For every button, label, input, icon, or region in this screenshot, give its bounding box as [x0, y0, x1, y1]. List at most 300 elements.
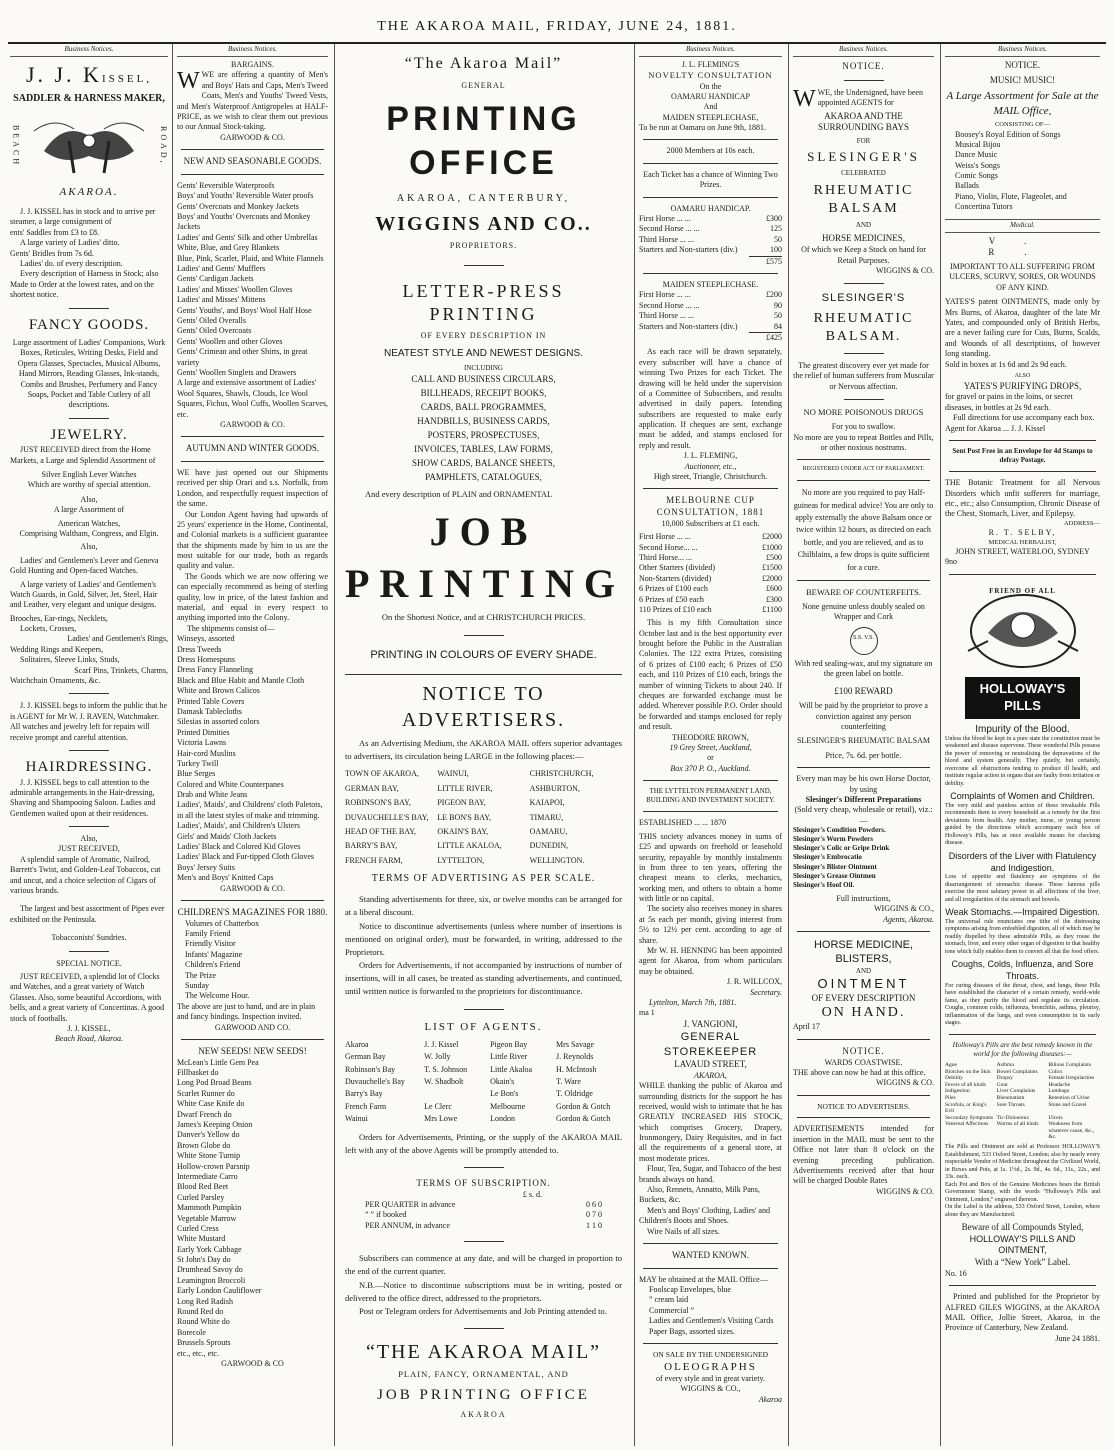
- sold-cheap: (Sold very cheap, wholesale or retail), viz.:—: [794, 805, 933, 825]
- melbourne-heading: MELBOURNE CUP CONSULTATION, 1881: [656, 495, 765, 518]
- disease-item: Stone and Gravel: [1048, 1101, 1087, 1108]
- goods-item: Ladies' and Gents' Silk and other Umbrellas: [177, 232, 318, 242]
- agent-item: French Farm: [345, 1101, 387, 1111]
- agent-item: Wainui: [345, 1114, 368, 1124]
- disease-item: Asthma: [996, 1061, 1014, 1068]
- oamaru-prizes: [639, 214, 782, 256]
- neatest-text: NEATEST STYLE AND NEWEST DESIGNS.: [384, 348, 583, 360]
- akaroa-bays: AKAROA AND THE SURROUNDING BAYS: [818, 110, 909, 133]
- selby-9no: 9no: [945, 557, 957, 567]
- botanic-text: THE Botanic Treatment for all Nervous Disorders which unfit sufferers for marriage, etc., etc.; also Consumption, Chronic Disease of the Chest, Stomach, Liver, and Epilepsy.: [945, 478, 1100, 519]
- akaroa-mail-title: “The Akaroa Mail”: [404, 55, 563, 72]
- melbourne-box: Box 370 P. O., Auckland.: [670, 763, 751, 773]
- subscription-table: [345, 1200, 622, 1231]
- kissel-name-rest: ISSEL,: [101, 73, 153, 86]
- town-item: HEAD OF THE BAY,: [345, 827, 416, 837]
- prize-amount: £600: [766, 584, 782, 594]
- jewelry-text-12: Lockets, Crosses,: [20, 624, 77, 634]
- autumn-text-3: The Goods which we are now offering we can especially recommend as being of sterling quality, low in price, of the latest fashion and material, and equal in every respect to anything imported into the Colony.: [177, 571, 328, 623]
- new-goods-heading: NEW AND SEASONABLE GOODS.: [183, 156, 322, 167]
- music-item: Dance Music: [955, 150, 998, 160]
- melbourne-address: 19 Grey Street, Auckland,: [669, 743, 752, 752]
- maiden-total: £425: [749, 332, 782, 343]
- prize-label: Second Horse ... ...: [639, 300, 700, 310]
- lyttelton-secretary: Secretary.: [750, 987, 782, 997]
- vangioni-name: J. VANGIONI,: [683, 1018, 738, 1029]
- general-label: GENERAL: [461, 80, 506, 90]
- fleming-maiden: MAIDEN STEEPLECHASE,: [662, 112, 759, 122]
- town-item: BARRY'S BAY,: [345, 841, 398, 851]
- melbourne-or: or: [707, 753, 714, 763]
- seed-item: Long Pod Broad Beans: [177, 1078, 252, 1088]
- greatest-text: The greatest discovery ever yet made for the relief of human sufferers from Muscular or Nervous affection.: [793, 361, 934, 391]
- beach-label: BEACH: [11, 124, 21, 167]
- jewelry-text-2: Silver English Lever Watches: [41, 470, 137, 480]
- goods-item: Drab and White Jeans: [177, 790, 248, 800]
- just-text: A splendid sample of Aromatic, Nailrod, Barrett's Twist, and Golden-Leaf Tobaccos, cut and uncut, and a choice selection of Cigars of various brands.: [10, 854, 161, 896]
- wards-text: WARDS COASTWISE.: [824, 1057, 903, 1067]
- saddle-text-5: Ladies' do. of every description.: [20, 258, 123, 268]
- and-every-text: And every description of PLAIN and ORNAMENTAL: [365, 488, 553, 499]
- garwood-sign-2: GARWOOD & CO.: [220, 419, 285, 429]
- agent-item: W. Jolly: [424, 1052, 451, 1062]
- prize-label: Third Horse ... ...: [639, 234, 694, 244]
- autumn-goods-list: [177, 634, 328, 883]
- goods-item: Blue Serges: [177, 769, 216, 779]
- fleming-title: J. L. FLEMING'S: [681, 60, 740, 70]
- general-storekeeper: GENERAL STOREKEEPER: [663, 1031, 758, 1058]
- stationery-item: Ladies and Gentlemen's Visiting Cards: [649, 1316, 774, 1326]
- agent-item: H. McIntosh: [556, 1064, 597, 1074]
- liver-text: Loss of appetite and flatulency are symptoms of the disarrangement of stomachic disease. These famous pills exercise the most salutary power in all affections of the liver, and all irregularities of the stomach and bowels.: [945, 874, 1100, 903]
- goods-item: Boys' Jersey Suits: [177, 862, 235, 872]
- wiggins-title: WIGGINS AND CO..: [375, 212, 592, 235]
- town-item: KAIAPOI,: [529, 798, 565, 808]
- printing-service-item: POSTERS, PROSPECTUSES,: [427, 429, 540, 440]
- kissel-title: [10, 61, 168, 90]
- goods-item: White, Blue, and Grey Blankets: [177, 243, 280, 253]
- nta-heading: NOTICE TO ADVERTISERS.: [817, 1101, 910, 1111]
- prize-amount: 1 1 0: [586, 1220, 602, 1230]
- column-printing-office: [334, 44, 632, 1446]
- notice-advertisers-text: As an Advertising Medium, the AKAROA MAIL offers superior advantages to advertisers, its circulation being LARGE in the following places:—: [345, 738, 622, 762]
- beware-compounds: Beware of all Compounds Styled,: [961, 1222, 1084, 1233]
- jewelry-heading: JEWELRY.: [50, 426, 128, 443]
- prize-row: [639, 543, 782, 553]
- disease-item: Indigestion: [945, 1088, 970, 1095]
- disease-item: Debility: [945, 1075, 964, 1082]
- printing-service-item: CARDS, BALL PROGRAMMES,: [420, 402, 547, 413]
- seed-item: Early London Cauliflower: [177, 1286, 262, 1296]
- goods-item: Ladies', Maids', and Children's Ulsters: [177, 821, 300, 831]
- agent-item: Le Clerc: [424, 1101, 452, 1111]
- disease-item: Tic-Doloureux: [996, 1114, 1030, 1121]
- jewelry-text-11: Brooches, Ear-rings, Necklets,: [10, 613, 108, 623]
- holloway-emblem-icon: [948, 581, 1098, 671]
- town-item: ASHBURTON,: [529, 783, 580, 793]
- novelty-title: NOVELTY CONSULTATION: [648, 70, 773, 81]
- seed-item: Long Red Radish: [177, 1296, 233, 1306]
- column-medical: [940, 44, 1104, 1446]
- goods-item: Dress Homespuns: [177, 655, 235, 664]
- town-item: FRENCH FARM,: [345, 855, 403, 865]
- agent-item: Robinson's Bay: [345, 1064, 396, 1074]
- disease-item: Secondary Symptoms: [945, 1114, 994, 1121]
- nta-text: ADVERTISEMENTS intended for insertion in the MAIL must be sent to the Office not later than 8 o'clock on the evening preceding publication. Advertisements received after that hour will be charged Double Rates: [793, 1124, 934, 1186]
- prize-row: [365, 1210, 602, 1220]
- saddle-text-4: Gents' Bridles from 7s 6d.: [10, 248, 94, 258]
- slesinger-title: SLESINGER'S: [807, 149, 920, 165]
- preparation-item: Slesinger's Grease Ointmen: [793, 871, 876, 880]
- fancy-text: Large assortment of Ladies' Companions, Work Boxes, Reticules, Writing Desks, Field and Opera Glasses, Spectacles, Musical Albums, Hand Mirrors, Reading Glasses, Ink-stands, Combs and Brushes, Perfumery and Fancy Soaps, Pocket and Table Cutlery of all descriptions.: [12, 338, 166, 410]
- also-label: ALSO: [1014, 373, 1031, 379]
- printing-office-title: PRINTING OFFICE: [386, 100, 581, 183]
- prize-row: [639, 311, 782, 321]
- seed-item: Mammoth Pumpkin: [177, 1203, 242, 1213]
- stationery-item: Commercial ”: [649, 1305, 695, 1315]
- and-label-2: AND: [855, 966, 872, 975]
- agent-item: Okain's: [490, 1077, 515, 1087]
- fleming-text: As each race will be drawn separately, every subscriber will have a chance of winning Two Prizes for each Ticket. The drawing will be held under the supervision of a Committee of Subscribers, and results advertised in daily papers. Intending subscribers are requested to make early application. If cheques are sent, exchange must be added, and stamps enclosed for reply and result.: [639, 347, 782, 450]
- magazine-item: Infants' Magazine: [185, 949, 243, 959]
- herbalist-label: MEDICAL HERBALIST,: [988, 538, 1057, 546]
- jewelry-text-15: Solitaires, Sleeve Links, Studs,: [20, 655, 120, 665]
- jewelry-text-6: American Watches,: [57, 518, 121, 528]
- prize-amount: £300: [766, 214, 782, 224]
- fleming-date: To be run at Oamaru on June 9th, 1881.: [639, 123, 766, 133]
- selby-address: JOHN STREET, WATERLOO, SYDNEY: [955, 547, 1090, 557]
- goods-item: Boys' and Youths' Reversible Water proofs: [177, 191, 314, 201]
- seed-item: White Case Knife do: [177, 1099, 245, 1109]
- disease-item: Female Irregularities: [1048, 1075, 1095, 1082]
- masthead: THE AKAROA MAIL, FRIDAY, JUNE 24, 1881.: [377, 19, 737, 34]
- preparation-item: Slesinger's Colic or Gripe Drink: [793, 844, 890, 853]
- prize-label: PER QUARTER in advance: [365, 1200, 456, 1210]
- magazine-item: Sunday: [185, 981, 209, 991]
- wanted-text: MAY be obtained at the MAIL Office—: [639, 1274, 768, 1284]
- location-text: AKAROA, CANTERBURY,: [396, 192, 571, 204]
- goods-item: Printed Dimities: [177, 727, 230, 737]
- drops-text: for gravel or pains in the loins, or secret diseases, in bottles at 2s 9d each.: [945, 392, 1073, 412]
- fleming-members: 2000 Members at 10s each.: [666, 146, 755, 156]
- footer-akaroa: AKAROA: [460, 1409, 507, 1419]
- subscription-heading: TERMS OF SUBSCRIPTION.: [416, 1177, 551, 1188]
- jewelry-text-3: Which are worthy of special attention.: [27, 480, 151, 490]
- prize-row: [639, 563, 782, 573]
- stationery-item: Paper Bags, assorted sizes.: [649, 1326, 735, 1336]
- saddle-text-3: A large variety of Ladies' ditto.: [20, 238, 120, 248]
- agent-item: London: [490, 1114, 515, 1124]
- disease-item: Colics: [1048, 1068, 1063, 1075]
- medical-caption: Medical.: [945, 219, 1100, 233]
- beware-heading: BEWARE OF COUNTERFEITS.: [806, 586, 921, 597]
- prize-row: [639, 605, 782, 615]
- maiden-heading: MAIDEN STEEPLECHASE.: [662, 280, 759, 289]
- jewelry-text-14: Wedding Rings and Keepers,: [10, 644, 104, 654]
- disease-item: Sore Throats: [996, 1101, 1025, 1108]
- goods-item: Hair-cord Muslins: [177, 748, 236, 758]
- agent-item: T. Ware: [556, 1077, 581, 1087]
- agent-item: W. Shadbolt: [424, 1077, 464, 1087]
- prize-label: Second Horse ... ...: [639, 224, 700, 234]
- agent-item: J. J. Kissel: [424, 1039, 459, 1049]
- garwood-sign-4: GARWOOD AND CO.: [214, 1022, 291, 1032]
- address-label: ADDRESS—: [1063, 519, 1100, 527]
- stomach-text: The universal rule enunciates one tithe of the distressing symptoms arising from enfeebled digestion, all of which may be readily dispelled by these admirable Pills, as they rouse the stomach, liver, and every other organ of digestion to that healthy tone which fully enables them to convert all that the food offers.: [945, 918, 1100, 955]
- prize-amount: 125: [770, 224, 782, 234]
- disease-item: Ulcers: [1048, 1114, 1063, 1121]
- seed-item: McLean's Little Gem Pea: [177, 1057, 259, 1067]
- impurity-heading: Impurity of the Blood.: [975, 723, 1070, 735]
- seed-item: Brussels Sprouts: [177, 1338, 231, 1348]
- prize-label: Third Horse ... ...: [639, 311, 694, 321]
- agent-item: [424, 1089, 490, 1099]
- prize-amount: £200: [766, 290, 782, 300]
- balsam-title: RHEUMATIC BALSAM: [813, 183, 914, 217]
- fleming-address: High street, Triangle, Christchurch.: [653, 472, 768, 482]
- agent-item: Barry's Bay: [345, 1089, 383, 1099]
- goods-item: Gents' Cardigan Jackets: [177, 274, 254, 284]
- swallow-text: For you to swallow.: [831, 422, 896, 432]
- price-text: Price, 7s. 6d. per bottle.: [825, 750, 902, 760]
- prize-label: ” ” if booked: [365, 1210, 407, 1220]
- seed-item: Curled Cress: [177, 1223, 219, 1233]
- bargains-heading: BARGAINS.: [231, 60, 274, 70]
- garwood-sign-5: GARWOOD & CO: [221, 1358, 284, 1368]
- seed-item: etc., etc., etc.: [177, 1348, 219, 1358]
- seed-item: Intermediate Carro: [177, 1171, 238, 1181]
- prize-row: [639, 532, 782, 542]
- prize-amount: 84: [774, 321, 782, 331]
- melbourne-signature: THEODORE BROWN,: [672, 732, 749, 742]
- seed-item: James's Keeping Onion: [177, 1120, 253, 1129]
- jewelry-text-4: Also,: [80, 494, 98, 504]
- prize-row: [639, 301, 782, 311]
- column-caption: Business Notices.: [945, 44, 1100, 57]
- goods-item: Ladies' Black and Colored Kid Gloves: [177, 842, 301, 852]
- lyttelton-signature: J. R. WILLCOX,: [726, 977, 782, 987]
- oamaru-heading: OAMARU HANDICAP.: [670, 203, 751, 213]
- seed-item: White Mustard: [177, 1234, 226, 1244]
- prize-label: Starters and Non-starters (div.): [639, 321, 738, 331]
- saddle-text-6: Every description of Harness in Stock; also Made to Order at the lowest rates, and on the shortest notice.: [10, 269, 159, 300]
- agent-text: J. J. KISSEL begs to inform the public that he is AGENT for Mr W. J. RAVEN, Watchmaker. All watches and jewelry left for repairs will receive prompt and careful attention.: [10, 701, 168, 742]
- preparation-item: Slesinger's Condition Powders.: [793, 826, 886, 835]
- goods-item: Blue, Pink, Scarlet, Plaid, and White Flannels: [177, 253, 324, 263]
- friend-label: FRIEND OF ALL: [989, 586, 1056, 595]
- music-item: Musical Bijou: [955, 139, 1001, 149]
- seed-item: Fillbasket do: [177, 1068, 219, 1078]
- agent-item: Mrs Savage: [556, 1039, 595, 1049]
- vangioni-text-1: WHILE thanking the public of Akaroa and surrounding districts for the support he has received, would wish to intimate that he has GREATLY INCREASED HIS STOCK, which comprises Grocery, Drapery, Ironmongery, Dairy Requisites, and in fact all the requirements of a general store, at most moderate prices.: [639, 1081, 782, 1163]
- disease-item: Gout: [996, 1081, 1008, 1088]
- disease-item: Weakness from whatever cause, &c., &c.: [1048, 1121, 1095, 1141]
- disease-item: Bilious Complaints: [1048, 1061, 1091, 1068]
- special-heading: SPECIAL NOTICE.: [56, 958, 122, 968]
- disease-item: Bowel Complaints: [996, 1068, 1038, 1075]
- printing-services-list: [345, 373, 622, 485]
- seed-item: Brown Globe do: [177, 1140, 231, 1150]
- the-above-text: THE above can now be had at this office.: [793, 1067, 926, 1077]
- slesinger-title-2: SLESINGER'S: [821, 292, 906, 305]
- prize-row: [639, 224, 782, 234]
- fleming-auctioneer: Auctioneer, etc.,: [684, 461, 737, 471]
- seal-icon: S.S. V.S.: [850, 627, 878, 655]
- special-text: JUST RECEIVED, a splendid lot of Clocks and Watches, and a great variety of Watch Glasses. Also, some beautiful Accordions, with bells, and a great variety of Concertinas. A good stock of footballs.: [10, 971, 165, 1023]
- agents-grid: [345, 1040, 622, 1125]
- special-address: Beach Road, Akaroa.: [55, 1034, 123, 1044]
- prize-row: [639, 584, 782, 594]
- town-item: OAMARU,: [529, 827, 568, 837]
- preparation-item: Slesinger's Blister Ointment: [793, 862, 877, 871]
- jewelry-text-8: Also,: [80, 542, 98, 552]
- prize-label: Third Horse... ...: [639, 552, 692, 562]
- disease-item: Retention of Urine: [1048, 1094, 1090, 1101]
- town-item: GERMAN BAY,: [345, 783, 399, 793]
- prize-row: [639, 214, 782, 224]
- column-caption: Business Notices.: [10, 44, 168, 57]
- subscription-text-1: Subscribers can commence at any date, and will be charged in proportion to the end of the current quarter.: [345, 1253, 622, 1277]
- seed-item: Vegetable Marrow: [177, 1213, 237, 1223]
- preparation-item: Slesinger's Hoof Oil.: [793, 880, 855, 889]
- yates-text: YATES'S patent OINTMENTS, made only by Mrs Burns, of Akaroa, daughter of the late Mr Yates, and compounded only of British Herbs, are a never failing cure for Cuts, Burns, Scalds, and Wounds of all descriptions, of however long standing.: [945, 297, 1100, 359]
- subscription-text-3: Post or Telegram orders for Advertisements and Job Printing attended to.: [359, 1305, 607, 1316]
- music-item: Weiss's Songs: [955, 160, 1001, 170]
- prize-amount: 90: [774, 300, 782, 310]
- april-text: April 17: [793, 1022, 820, 1032]
- seed-item: Scarlet Runner do: [177, 1088, 235, 1098]
- town-item: TIMARU,: [529, 812, 564, 822]
- town-item: WAINUI,: [437, 769, 469, 779]
- also-text: Also,: [80, 834, 98, 844]
- goods-item: Turkey Twill: [177, 758, 219, 768]
- yates-sold: Sold in boxes at 1s 6d and 2s 9d each.: [945, 359, 1067, 369]
- vangioni-text-3: Also, Rennets, Annatto, Milk Pans, Buckets, &c.: [639, 1185, 760, 1205]
- seed-item: Dwarf French do: [177, 1109, 232, 1119]
- coughs-text: For curing diseases of the throat, chest, and lungs, these Pills have established the character of a certain remedy, world-wide fame, as they purify the blood and regulate its circulation. Coughs, common colds, influenza, bronchitis, asthma, pleurisy, inflammation of the lungs, and even consumption in its early stages.: [945, 982, 1100, 1027]
- lyttelton-heading: THE LYTTELTON PERMANENT LAND, BUILDING AND INVESTMENT SOCIETY.: [646, 787, 775, 805]
- stationery-item: Foolscap Envelopes, blue: [649, 1285, 731, 1295]
- no-more-drugs: NO MORE POISONOUS DRUGS: [803, 407, 924, 418]
- prize-amount: £2000: [762, 532, 782, 542]
- goods-item: Black and Blue Habit and Mantle Cloth: [177, 675, 305, 685]
- maiden-prizes: [639, 290, 782, 332]
- prize-amount: £1100: [762, 604, 782, 614]
- town-item: TOWN OF AKAROA,: [345, 769, 419, 779]
- tobacco-text: Tobacconists' Sundries.: [51, 933, 127, 943]
- on-hand: ON HAND.: [821, 1005, 906, 1021]
- prize-row: [639, 595, 782, 605]
- jewelry-text-9: Ladies' and Gentlemen's Lever and Geneva Gold Hunting and Open-faced Watches.: [10, 555, 159, 576]
- prize-amount: 0 7 0: [586, 1210, 602, 1220]
- garwood-sign-1: GARWOOD & CO.: [220, 132, 285, 142]
- lyttelton-established: ESTABLISHED ... ... 1870: [639, 818, 727, 828]
- printing-service-item: BILLHEADS, RECEIPT BOOKS,: [420, 388, 547, 399]
- town-item: PIGEON BAY,: [437, 798, 486, 808]
- agent-item: Gordon & Gotch: [556, 1114, 611, 1124]
- fleming-on: On the: [699, 81, 722, 91]
- seed-item: Danver's Yellow do: [177, 1130, 240, 1140]
- stock-text: Of which we Keep a Stock on hand for Retail Purposes.: [801, 245, 926, 265]
- disease-item: Headache: [1048, 1081, 1071, 1088]
- lavaud-street: LAVAUD STREET,: [674, 1059, 747, 1070]
- goods-item: Girls' and Maids' Cloth Jackets: [177, 831, 277, 841]
- prize-row: [365, 1221, 602, 1231]
- holloway-sold-text: The Pills and Ointment are sold at Professor HOLLOWAY'S Establishment, 533 Oxford Street, London; also by nearly every respectable Vendor of Medicine throughout the Civilized World, in Boxes and Pots, at 1s. 1½d., 2s. 9d., 4s. 6d., 11s., 22s., and 33s. each.: [945, 1144, 1100, 1181]
- directions-text: Full directions for use accompany each box.: [953, 413, 1095, 423]
- agent-item: Mrs Lowe: [424, 1114, 458, 1124]
- terms-text-1: Standing advertisements for three, six, or twelve months can be arranged for at a liberal discount.: [345, 894, 622, 918]
- agent-item: T. S. Johnson: [424, 1064, 468, 1074]
- full-instructions: Full instructions,: [836, 893, 891, 903]
- goods-item: Men's and Boys' Knitted Caps: [177, 873, 274, 883]
- every-description: OF EVERY DESCRIPTION: [811, 992, 916, 1003]
- disease-item: Blotches on the Skin: [945, 1068, 991, 1075]
- preparations-list: [793, 826, 934, 890]
- footer-plain-text: PLAIN, FANCY, ORNAMENTAL, AND: [398, 1369, 569, 1380]
- goods-item: Gents' Woollen and other Gloves: [177, 336, 283, 346]
- goods-item: Silesias in assorted colors: [177, 717, 260, 727]
- on-sale-text: ON SALE BY THE UNDERSIGNED: [653, 1350, 768, 1360]
- diseases-grid: [945, 1062, 1100, 1141]
- stomach-heading: Weak Stomachs.—Impaired Digestion.: [945, 907, 1100, 918]
- seed-item: Borecole: [177, 1327, 206, 1337]
- seed-item: Curled Parsley: [177, 1192, 225, 1202]
- oleo-akaroa: Akaroa: [758, 1394, 782, 1404]
- footer-job-title: JOB PRINTING OFFICE: [377, 1387, 590, 1404]
- goods-item: Dress Tweeds: [177, 644, 222, 654]
- magazines-list: [177, 919, 328, 1002]
- music-item: Piano, Violin, Flute, Flageolet, and Concertina Tutors: [955, 191, 1067, 212]
- notice-heading-2: NOTICE.: [842, 1045, 885, 1056]
- reward-heading: £100 REWARD: [834, 685, 893, 696]
- goods-item: Boys' and Youths' Overcoats and Monkey Jackets: [177, 212, 311, 232]
- road-label: ROAD,: [159, 125, 168, 166]
- repeat-text: No more are you to repeat Bottles and Pills, or other noxious nostrums.: [793, 432, 934, 453]
- prize-amount: 50: [774, 234, 782, 244]
- selby-name: R. T. SELBY,: [988, 528, 1057, 538]
- autumn-heading: AUTUMN AND WINTER GOODS.: [185, 443, 320, 454]
- printing-service-item: SHOW CARDS, BALANCE SHEETS,: [411, 457, 556, 468]
- magazines-text: The above are just to hand, and are in plain and fancy bindings. Inspection invited.: [177, 1001, 316, 1022]
- footer-mail-title: “THE AKAROA MAIL”: [365, 1341, 602, 1364]
- vr-text: V. R.: [988, 235, 1057, 258]
- seed-item: Early York Cabbage: [177, 1244, 242, 1254]
- terms-text-2: Notice to discontinue advertisements (unless where number of insertions is mentioned on original order), must be forwarded, in writing, addressed to the Proprietors.: [345, 920, 622, 957]
- prize-label: First Horse ... ...: [639, 214, 691, 224]
- magazine-item: Volumes of Chatterbox: [185, 918, 260, 928]
- kissel-name: J. J. K: [25, 62, 102, 88]
- bargains-body: WE are offering a quantity of Men's and Boys' Hats and Caps, Men's Tweed Coats, Men's and Youths' Tweed Vests, and Men's Waterproof Antigropeles at HALF-PRICE, as we wish to clear them out previous to our Annual Stock-taking.: [177, 70, 328, 132]
- lyttelton-text-1: THIS society advances money in sums of £25 and upwards on freehold or leasehold security, repayable by monthly instalments in from three to ten years, offering the cheapest means to clerks, mechanics, working men, and others to obtain a home with little or no capital.: [639, 831, 782, 904]
- proprietors-label: PROPRIETORS.: [449, 240, 518, 250]
- seeds-heading: NEW SEEDS! NEW SEEDS!: [198, 1045, 307, 1056]
- shortest-notice-text: On the Shortest Notice, and at CHRISTCHURCH PRICES.: [381, 611, 586, 622]
- preparation-item: Slesinger's Embrocatio: [793, 853, 862, 862]
- balsam-title-2: RHEUMATIC BALSAM.: [813, 310, 914, 344]
- goods-item: Printed Table Covers: [177, 696, 245, 706]
- prize-label: Starters and Non-starters (div.): [639, 245, 738, 255]
- letterpress-title: LETTER-PRESS PRINTING: [402, 280, 565, 325]
- oleographs-title: OLEOGRAPHS: [664, 1360, 757, 1373]
- magazine-item: Family Friend: [185, 929, 231, 939]
- disease-item: Ague: [945, 1061, 957, 1068]
- goods-item: Gents' Overcoats and Monkey Jackets: [177, 201, 299, 211]
- stationery-item: ” cream laid: [649, 1295, 689, 1305]
- disease-item: Piles: [945, 1094, 956, 1101]
- town-item: ROBINSON'S BAY,: [345, 798, 411, 808]
- goods-item: Dress Fancy Flanneling: [177, 665, 253, 675]
